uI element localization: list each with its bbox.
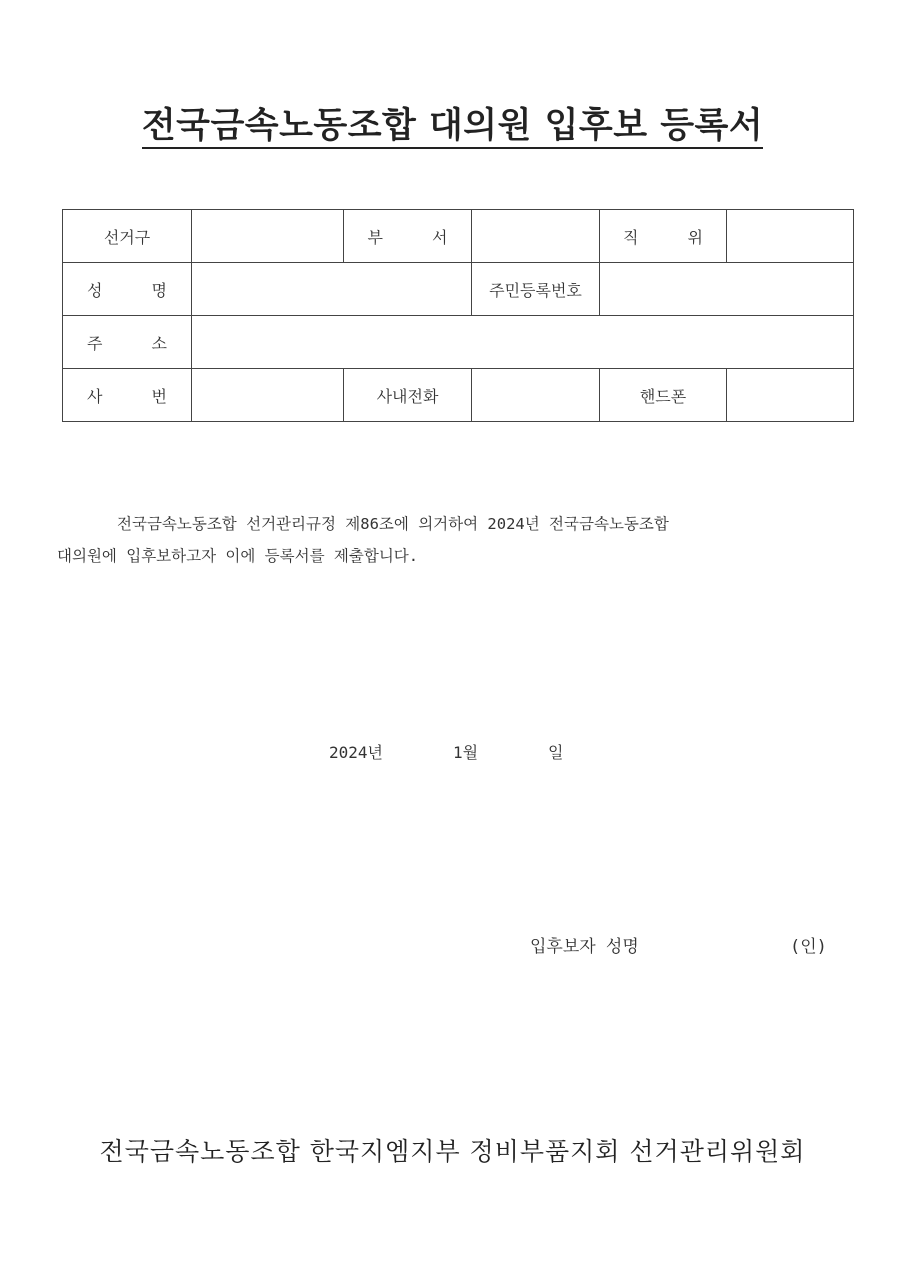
date-day: 일: [548, 743, 564, 762]
extension-field[interactable]: [472, 369, 600, 422]
declaration-line-2: 대의원에 입후보하고자 이에 등록서를 제출합니다.: [57, 547, 419, 565]
document-title: 전국금속노동조합 대의원 입후보 등록서: [142, 106, 763, 149]
label-extension: 사내전화: [344, 369, 472, 422]
table-row-3: [63, 316, 854, 369]
declaration-paragraph: [57, 508, 847, 572]
mobile-field[interactable]: [727, 369, 854, 422]
label-department: 부 서: [344, 210, 472, 263]
label-position: 직 위: [600, 210, 727, 263]
position-field[interactable]: [727, 210, 854, 263]
table-row-2: [63, 263, 854, 316]
table-row-4: [63, 369, 854, 422]
label-mobile: 핸드폰: [600, 369, 727, 422]
employee-number-field[interactable]: [192, 369, 344, 422]
label-name: 성 명: [63, 263, 192, 316]
issuing-committee: 전국금속노동조합 한국지엠지부 정비부품지회 선거관리위원회: [99, 1137, 806, 1166]
label-address: 주 소: [63, 316, 192, 369]
table-row-1: [63, 210, 854, 263]
document-title-wrap: [0, 98, 905, 148]
address-field[interactable]: [192, 316, 854, 369]
declaration-line-1: 전국금속노동조합 선거관리규정 제86조에 의거하여 2024년 전국금속노동조합: [117, 515, 669, 533]
label-resident-number: 주민등록번호: [472, 263, 600, 316]
resident-number-field[interactable]: [600, 263, 854, 316]
department-field[interactable]: [472, 210, 600, 263]
signature-label: 입후보자 성명: [530, 937, 639, 957]
date-month: 1월: [453, 743, 479, 762]
seal-mark: (인): [790, 937, 827, 957]
name-field[interactable]: [192, 263, 472, 316]
date-year: 2024년: [329, 743, 383, 762]
label-district: 선거구: [63, 210, 192, 263]
registration-table: [62, 209, 854, 422]
label-employee-number: 사 번: [63, 369, 192, 422]
district-field[interactable]: [192, 210, 344, 263]
